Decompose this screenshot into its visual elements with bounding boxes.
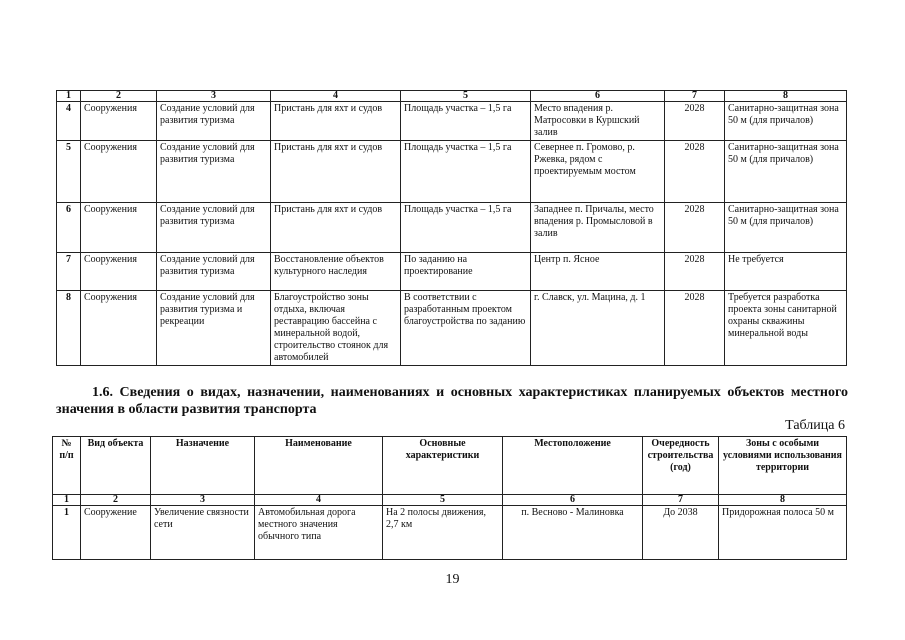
table-6 [52,436,847,560]
cell-location: Место впадения р. Матросовки в Куршский залив [531,102,665,141]
header-cell: Очередность строительства (год) [643,437,719,495]
cell-zones: Не требуется [725,253,847,291]
cell-year: До 2038 [643,506,719,560]
cell-name: Пристань для яхт и судов [271,102,401,141]
cell-type: Сооружение [81,506,151,560]
col-num: 3 [157,91,271,102]
table-5 [56,90,847,366]
cell-zones: Санитарно-защитная зона 50 м (для причалов) [725,102,847,141]
col-num: 6 [531,91,665,102]
header-cell: Зоны с особыми условиями использования территории [719,437,847,495]
col-num: 2 [81,91,157,102]
cell-type: Сооружения [81,141,157,203]
col-num: 4 [255,495,383,506]
cell-zones: Санитарно-защитная зона 50 м (для причалов) [725,203,847,253]
cell-location: г. Славск, ул. Мацина, д. 1 [531,291,665,366]
cell-zones: Санитарно-защитная зона 50 м (для причалов) [725,141,847,203]
col-num: 2 [81,495,151,506]
column-number-row [57,91,847,102]
table-row [57,291,847,366]
col-num: 1 [57,91,81,102]
cell-purpose: Создание условий для развития туризма [157,102,271,141]
cell-year: 2028 [665,203,725,253]
cell-purpose: Создание условий для развития туризма [157,141,271,203]
cell-type: Сооружения [81,291,157,366]
col-num: 5 [383,495,503,506]
cell-characteristics: Площадь участка – 1,5 га [401,203,531,253]
cell-zones: Придорожная полоса 50 м [719,506,847,560]
table-row [57,102,847,141]
cell-purpose: Создание условий для развития туризма [157,203,271,253]
col-num: 8 [719,495,847,506]
table-label: Таблица 6 [785,418,845,433]
col-num: 3 [151,495,255,506]
header-row [53,437,847,495]
cell-purpose: Создание условий для развития туризма и рекреации [157,291,271,366]
section-heading: 1.6. Сведения о видах, назначении, наименованиях и основных характеристиках планируемых объектов местного значения в области развития транспорта [56,385,848,417]
row-number: 6 [57,203,81,253]
row-number: 1 [53,506,81,560]
col-num: 5 [401,91,531,102]
table-row [57,253,847,291]
header-cell: Местоположение [503,437,643,495]
cell-type: Сооружения [81,253,157,291]
cell-type: Сооружения [81,102,157,141]
table-row [57,141,847,203]
cell-location: п. Весново - Малиновка [503,506,643,560]
cell-zones: Требуется разработка проекта зоны санитарной охраны скважины минеральной воды [725,291,847,366]
cell-name: Восстановление объектов культурного наследия [271,253,401,291]
row-number: 7 [57,253,81,291]
cell-characteristics: По заданию на проектирование [401,253,531,291]
col-num: 8 [725,91,847,102]
page-number: 19 [445,572,460,587]
row-number: 4 [57,102,81,141]
header-cell: Вид объекта [81,437,151,495]
cell-name: Благоустройство зоны отдыха, включая реставрацию бассейна с минеральной водой, строительство стоянок для автомобилей [271,291,401,366]
cell-type: Сооружения [81,203,157,253]
cell-location: Западнее п. Причалы, место впадения р. Промысловой в залив [531,203,665,253]
cell-name: Пристань для яхт и судов [271,203,401,253]
cell-location: Центр п. Ясное [531,253,665,291]
cell-year: 2028 [665,141,725,203]
table-row [57,203,847,253]
row-number: 5 [57,141,81,203]
cell-year: 2028 [665,253,725,291]
col-num: 7 [643,495,719,506]
cell-characteristics: На 2 полосы движения, 2,7 км [383,506,503,560]
cell-characteristics: Площадь участка – 1,5 га [401,141,531,203]
header-cell: Назначение [151,437,255,495]
cell-year: 2028 [665,291,725,366]
cell-name: Автомобильная дорога местного значения обычного типа [255,506,383,560]
cell-purpose: Создание условий для развития туризма [157,253,271,291]
col-num: 4 [271,91,401,102]
col-num: 1 [53,495,81,506]
col-num: 7 [665,91,725,102]
cell-characteristics: В соответствии с разработанным проектом благоустройства по заданию [401,291,531,366]
cell-location: Севернее п. Громово, р. Ржевка, рядом с проектируемым мостом [531,141,665,203]
cell-year: 2028 [665,102,725,141]
column-number-row [53,495,847,506]
row-number: 8 [57,291,81,366]
col-num: 6 [503,495,643,506]
table-row [53,506,847,560]
header-cell: Наименование [255,437,383,495]
header-cell: Основные характеристики [383,437,503,495]
header-cell: № п/п [53,437,81,495]
cell-characteristics: Площадь участка – 1,5 га [401,102,531,141]
cell-name: Пристань для яхт и судов [271,141,401,203]
cell-purpose: Увеличение связности сети [151,506,255,560]
